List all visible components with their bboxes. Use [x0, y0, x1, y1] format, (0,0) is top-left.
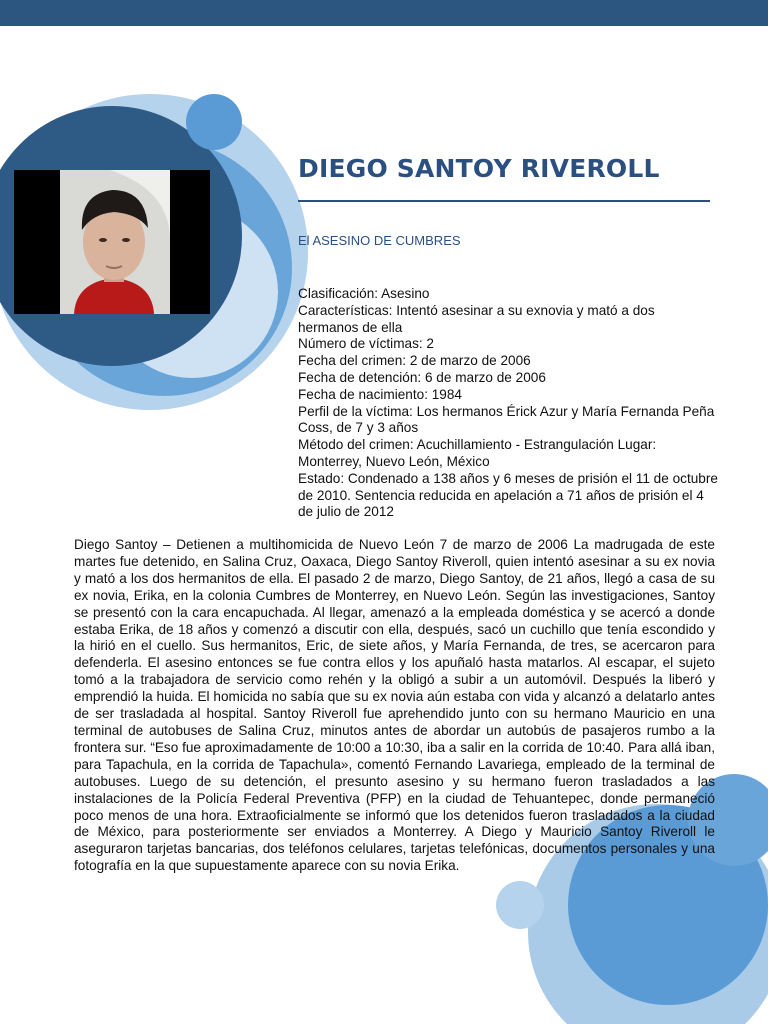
fact-birth-date: Fecha de nacimiento: 1984 — [298, 386, 462, 402]
article-body: Diego Santoy – Detienen a multihomicida de Nuevo León 7 de marzo de 2006 La madrugada de este martes fue detenido, en Salina Cruz, Oaxaca, Diego Santoy Riveroll, quien intentó asesinar a su ex novia y mató a los dos hermanitos de ella. El pasado 2 de marzo, Diego Santoy, de 21 años, llegó a casa de su ex novia, Erika, en la colonia Cumbres de Monterrey, en Nuevo León. Según las investigaciones, Santoy se presentó con la cara encapuchada. Al llegar, amenazó a la empleada doméstica y se acercó a donde estaba Erika, de 18 años y comenzó a discutir con ella, después, sacó un cuchillo que tenía escondido y la hirió en el cuello. Sus hermanitos, Eric, de siete años, y María Fernanda, de tres, se acercaron para defenderla. El asesino entonces se fue contra ellos y los apuñaló hasta matarlos. Al escapar, el sujeto tomó a la trabajadora de servicio como rehén y la obligó a subir a un automóvil. Después la liberó y emprendió la huida. El homicida no sabía que su ex novia aún estaba con vida y alcanzó a delatarlo antes de ser trasladada al hospital. Santoy Riveroll fue aprehendido junto con su hermano Mauricio en una terminal de autobuses de Salina Cruz, minutos antes de abordar un autobús de pasajeros rumbo a la frontera sur. “Eso fue aproximadamente de 10:00 a 10:30, iba a salir en la corrida de 10:40. Para allá iban, para Tapachula, en la corrida de Tapachula», comentó Fernando Lavariega, empleado de la terminal de autobuses. Luego de su detención, el presunto asesino y su hermano fueron trasladados a las instalaciones de la Policía Federal Preventiva (PFP) en la ciudad de Tehuantepec, donde permaneció poco menos de una hora. Extraoficialmente se informó que los detenidos fueron trasladados a la ciudad de México, para posteriormente ser enviados a Monterrey. A Diego y Mauricio Santoy Riveroll le aseguraron tarjetas bancarias, dos teléfonos celulares, tarjetas telefónicas, documentos personales y una fotografía en la que supuestamente aparece con su novia Erika. — [74, 537, 715, 874]
portrait-photo — [14, 170, 210, 314]
page-title: DIEGO SANTOY RIVEROLL — [298, 154, 660, 183]
fact-status: Estado: Condenado a 138 años y 6 meses de prisión el 11 de octubre de 2010. Sentencia reducida en apelación a 71 años de prisión el 4 de julio de 2012 — [298, 470, 718, 520]
page-subtitle: El ASESINO DE CUMBRES — [298, 233, 461, 248]
deco-circle-br-tiny — [496, 881, 544, 929]
fact-crime-date: Fecha del crimen: 2 de marzo de 2006 — [298, 353, 531, 369]
fact-victim-profile: Perfil de la víctima: Los hermanos Érick Azur y María Fernanda Peña Coss, de 7 y 3 años — [298, 403, 715, 436]
fact-arrest-date: Fecha de detención: 6 de marzo de 2006 — [298, 369, 546, 385]
fact-method: Método del crimen: Acuchillamiento - Estrangulación Lugar: Monterrey, Nuevo León, México — [298, 437, 657, 469]
fact-characteristics: Características: Intentó asesinar a su exnovia y mató a dos hermanos de ella — [298, 302, 655, 335]
facts-list — [298, 286, 718, 521]
portrait-photo-icon — [14, 170, 210, 314]
fact-classification: Clasificación: Asesino — [298, 286, 430, 301]
fact-victim-count: Número de víctimas: 2 — [298, 336, 434, 352]
title-divider — [298, 200, 710, 202]
deco-circle-small — [186, 94, 242, 150]
